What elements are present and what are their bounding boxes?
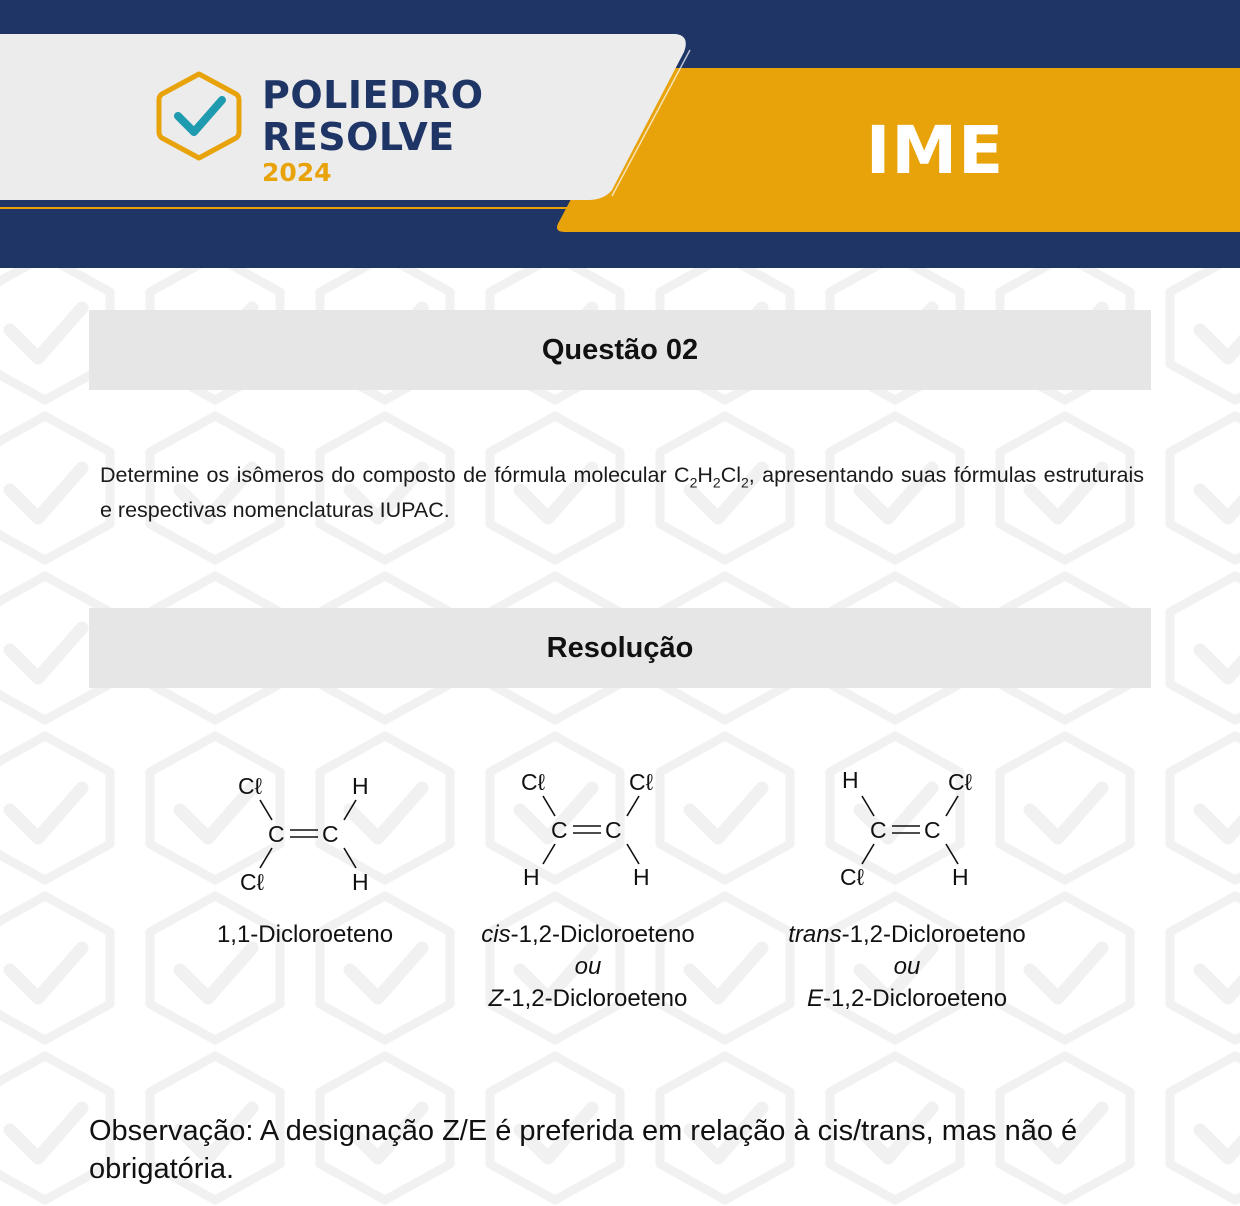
question-statement — [100, 458, 1144, 528]
structure-1-1-dichloroethene — [220, 760, 390, 900]
observation-note: Observação: A designação Z/E é preferida em relação à cis/trans, mas não é obrigatória. — [89, 1115, 1078, 1185]
formula-c-subscript: 2 — [689, 474, 698, 491]
formula-h: H — [697, 463, 713, 487]
formula-c: C — [674, 463, 690, 487]
atom-carbon-2: C — [605, 817, 622, 843]
isomer-3-name-rest: -1,2-Dicloroeteno — [841, 921, 1026, 948]
brand-line-2: RESOLVE — [262, 115, 455, 159]
isomer-2-prefix: cis — [481, 921, 511, 948]
atom-bottom-left: H — [523, 864, 540, 890]
isomer-3-alt-rest: -1,2-Dicloroeteno — [822, 985, 1008, 1012]
name-isomer-2 — [440, 919, 736, 1015]
formula-h-subscript: 2 — [712, 474, 721, 491]
exam-name: IME — [865, 112, 1005, 189]
isomer-3-alt-prefix: E — [806, 985, 823, 1012]
formula-cl: Cl — [720, 463, 741, 487]
isomer-2-name-rest: -1,2-Dicloroeteno — [510, 921, 695, 948]
formula-cl-subscript: 2 — [741, 474, 749, 491]
isomer-2-or: ou — [574, 953, 602, 980]
check-badge-icon — [156, 70, 242, 162]
resolution-title: Resolução — [546, 631, 694, 664]
atom-bottom-left: Cℓ — [840, 864, 865, 890]
atom-carbon-2: C — [924, 817, 941, 843]
atom-top-right: Cℓ — [948, 769, 973, 795]
structure-cis-dichloroethene — [503, 756, 673, 896]
brand-line-1: POLIEDRO — [262, 73, 484, 117]
structure-trans-dichloroethene — [822, 756, 992, 896]
isomer-2-alt-prefix: Z — [488, 985, 504, 1012]
isomer-1-name: 1,1-Dicloroeteno — [216, 921, 394, 948]
isomer-3-prefix: trans — [788, 921, 842, 948]
brand-logo-text — [262, 73, 484, 187]
atom-carbon-1: C — [870, 817, 887, 843]
atom-carbon-2: C — [322, 821, 339, 847]
atom-bottom-right: H — [633, 864, 650, 890]
resolution-title-bar — [89, 608, 1151, 688]
atom-bottom-left: Cℓ — [240, 869, 265, 895]
atom-top-right: Cℓ — [629, 769, 654, 795]
atom-carbon-1: C — [551, 817, 568, 843]
question-title: Questão 02 — [541, 333, 699, 366]
question-title-bar — [89, 310, 1151, 390]
atom-bottom-right: H — [952, 864, 969, 890]
brand-year: 2024 — [262, 158, 332, 187]
name-isomer-1 — [180, 919, 430, 951]
isomer-2-alt-rest: -1,2-Dicloroeteno — [503, 985, 688, 1012]
isomer-3-or: ou — [893, 953, 921, 980]
atom-bottom-right: H — [352, 869, 369, 895]
header-banner — [0, 0, 1240, 268]
atom-top-left: H — [842, 767, 859, 793]
name-isomer-3 — [756, 919, 1058, 1015]
statement-text-start: Determine os isômeros do composto de fórmula molecular — [100, 463, 675, 487]
watermark-pattern — [0, 268, 1240, 1206]
atom-top-left: Cℓ — [238, 773, 263, 799]
statement-text-end: , apresentando suas fórmulas estruturais e respectivas nomenclaturas IUPAC. — [100, 463, 1144, 522]
atom-carbon-1: C — [268, 821, 285, 847]
atom-top-left: Cℓ — [521, 769, 546, 795]
atom-top-right: H — [352, 773, 369, 799]
